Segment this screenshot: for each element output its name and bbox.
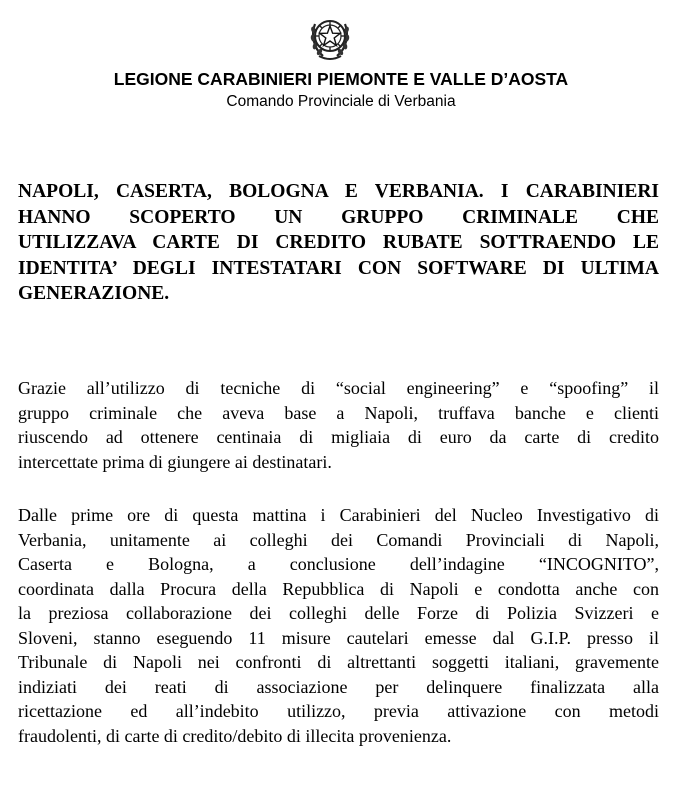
body-line: coordinata dalla Procura della Repubblica di Napoli e condotta anche con — [18, 578, 659, 599]
body-line: intercettate prima di giungere ai destinatari. — [18, 451, 332, 472]
body-line: riuscendo ad ottenere centinaia di migliaia di euro da carte di credito — [18, 427, 659, 447]
italian-republic-emblem-icon — [307, 6, 353, 62]
body-line: Tribunale di Napoli nei confronti di altrettanti soggetti italiani, gravemente — [18, 652, 659, 672]
body-line: Dalle prime ore di questa mattina i Carabinieri del Nucleo Investigativo di — [18, 505, 659, 525]
body-line: gruppo criminale che aveva base a Napoli, truffava banche e clienti — [18, 402, 659, 423]
body-line: Grazie all’utilizzo di tecniche di “social engineering” e “spoofing” il — [18, 378, 659, 398]
headline-line: GENERAZIONE. — [18, 283, 170, 304]
body-line: ricettazione ed all’indebito utilizzo, previa attivazione con metodi — [18, 701, 659, 721]
organization-title: LEGIONE CARABINIERI PIEMONTE E VALLE D’AOSTA — [113, 69, 569, 89]
body-line: la preziosa collaborazione dei colleghi delle Forze di Polizia Svizzeri e — [18, 603, 659, 623]
body-line: fraudolenti, di carte di credito/debito di illecita provenienza. — [18, 725, 452, 746]
body-line: indiziati dei reati di associazione per delinquere finalizzata alla — [18, 676, 659, 697]
body-line: Caserta e Bologna, a conclusione dell’indagine “INCOGNITO”, — [18, 554, 659, 574]
headline-line: UTILIZZAVA CARTE DI CREDITO RUBATE SOTTRAENDO LE — [18, 232, 659, 253]
body-paragraph-2 — [18, 503, 659, 748]
body-line: Sloveni, stanno eseguendo 11 misure cautelari emesse dal G.I.P. presso il — [18, 627, 659, 648]
body-line: Verbania, unitamente ai colleghi dei Comandi Provinciali di Napoli, — [18, 529, 659, 550]
body-paragraph-1 — [18, 376, 659, 474]
headline-line: NAPOLI, CASERTA, BOLOGNA E VERBANIA. I CARABINIERI — [18, 181, 659, 202]
press-release-headline — [18, 179, 659, 307]
headline-line: HANNO SCOPERTO UN GRUPPO CRIMINALE CHE — [18, 206, 659, 228]
headline-line: IDENTITA’ DEGLI INTESTATARI CON SOFTWARE DI ULTIMA — [18, 257, 659, 279]
organization-subtitle: Comando Provinciale di Verbania — [226, 93, 456, 110]
